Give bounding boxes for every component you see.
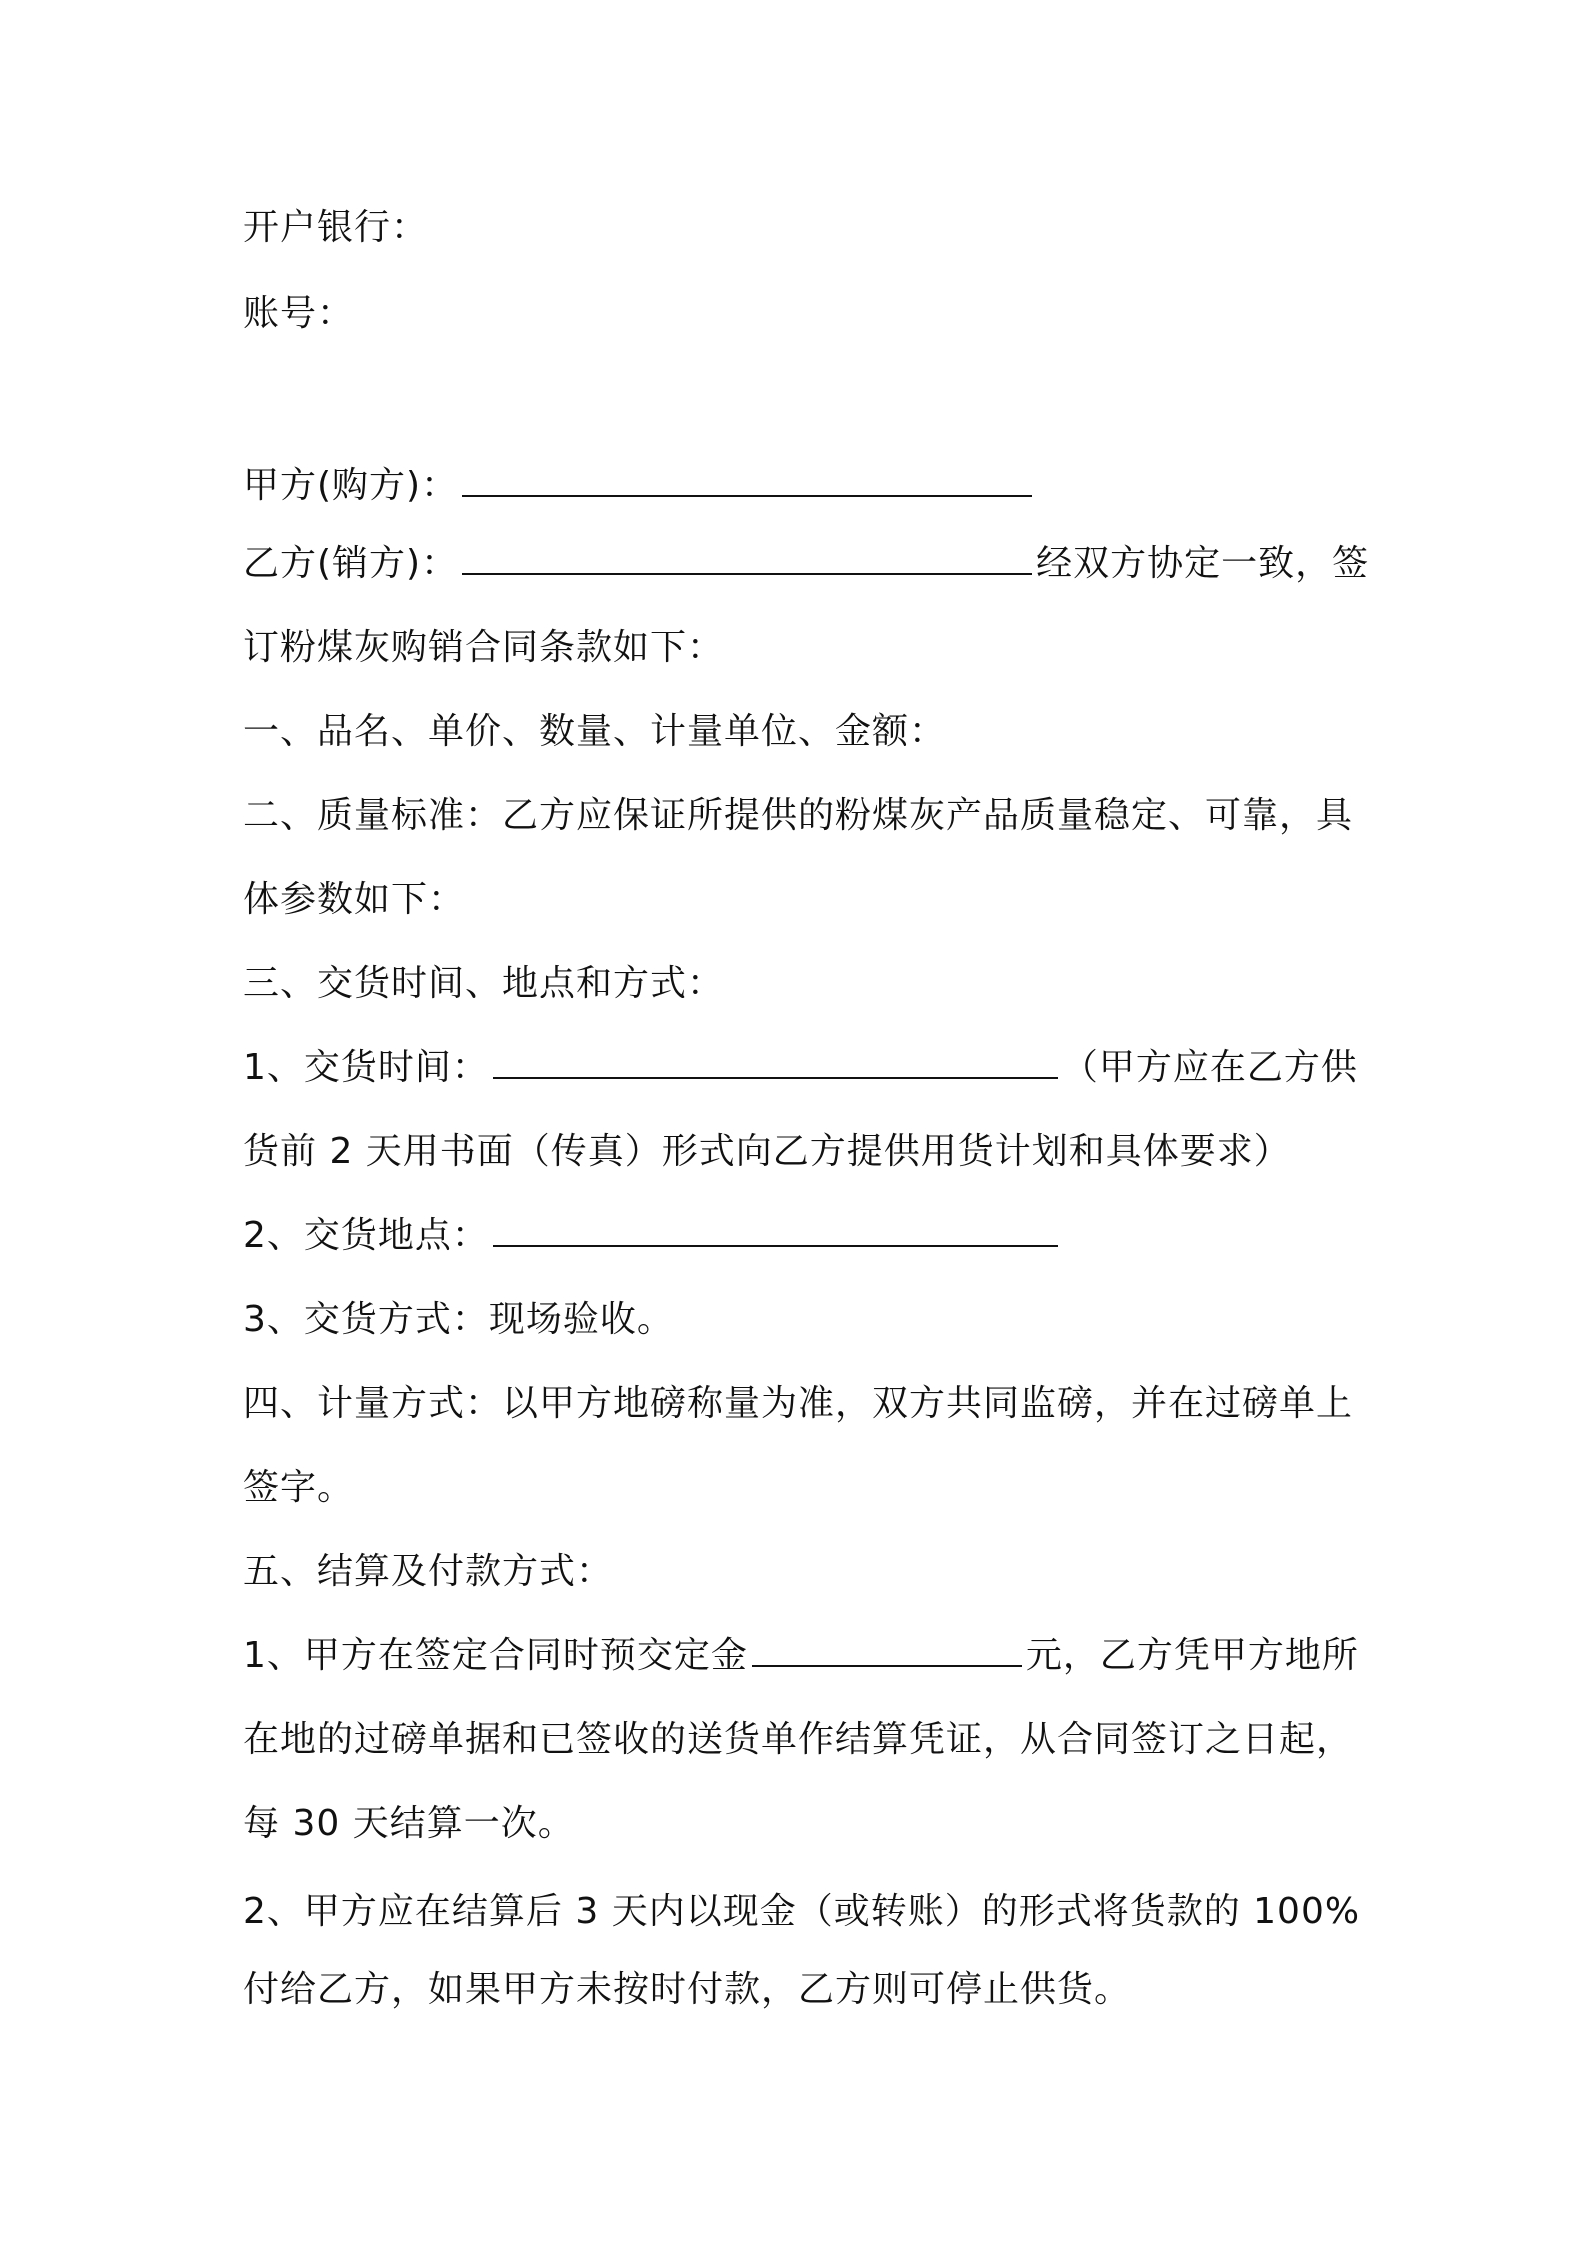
section-2-heading: [243, 792, 1363, 840]
section-2-cont-text: 体参数如下：: [243, 879, 466, 920]
deposit-suffix: 元，乙方凭甲方地所: [1025, 1635, 1359, 1676]
party-a-line: [243, 462, 1363, 510]
section-2-continuation: [243, 876, 1363, 924]
bank-line: [243, 204, 1363, 252]
party-b-label: 乙方(销方)：: [243, 543, 459, 584]
delivery-place-line: [243, 1212, 1363, 1260]
delivery-time-cont-text: 货前 2 天用书面（传真）形式向乙方提供用货计划和具体要求）: [243, 1131, 1291, 1172]
payment-continuation: [243, 1966, 1363, 2014]
deposit-line: [243, 1632, 1363, 1680]
delivery-place-blank: [493, 1215, 1058, 1247]
payment-line: [243, 1888, 1363, 1936]
delivery-time-line: [243, 1044, 1363, 1092]
delivery-time-continuation: [243, 1128, 1363, 1176]
section-4-text: 四、计量方式：以甲方地磅称量为准，双方共同监磅，并在过磅单上: [243, 1383, 1354, 1424]
section-1-heading: [243, 708, 1363, 756]
section-5-text: 五、结算及付款方式：: [243, 1551, 614, 1592]
section-4-continuation: [243, 1464, 1363, 1512]
deposit-continuation-2: [243, 1800, 1363, 1848]
section-1-text: 一、品名、单价、数量、计量单位、金额：: [243, 711, 947, 752]
intro-continuation: [243, 624, 1363, 672]
deposit-cont-text-2: 每 30 天结算一次。: [243, 1803, 575, 1844]
bank-label: 开户银行：: [243, 207, 429, 248]
account-label: 账号：: [243, 293, 355, 334]
delivery-time-blank: [493, 1047, 1058, 1079]
section-3-heading: [243, 960, 1363, 1008]
delivery-time-label: 1、交货时间：: [243, 1047, 489, 1088]
party-a-label: 甲方(购方)：: [243, 465, 459, 506]
deposit-continuation-1: [243, 1716, 1363, 1764]
section-2-text: 二、质量标准：乙方应保证所提供的粉煤灰产品质量稳定、可靠，具: [243, 795, 1354, 836]
delivery-method-line: [243, 1296, 1363, 1344]
party-a-blank: [462, 465, 1032, 497]
delivery-place-label: 2、交货地点：: [243, 1215, 489, 1256]
section-5-heading: [243, 1548, 1363, 1596]
deposit-cont-text-1: 在地的过磅单据和已签收的送货单作结算凭证，从合同签订之日起，: [243, 1719, 1354, 1760]
deposit-blank: [752, 1635, 1022, 1667]
delivery-time-suffix: （甲方应在乙方供: [1061, 1047, 1358, 1088]
account-line: [243, 290, 1363, 338]
payment-text: 2、甲方应在结算后 3 天内以现金（或转账）的形式将货款的 100%: [243, 1891, 1361, 1932]
delivery-method-text: 3、交货方式：现场验收。: [243, 1299, 674, 1340]
party-b-line: [243, 540, 1370, 588]
payment-cont-text: 付给乙方，如果甲方未按时付款，乙方则可停止供货。: [243, 1969, 1132, 2010]
party-b-suffix: 经双方协定一致，签: [1036, 543, 1370, 584]
section-4-cont-text: 签字。: [243, 1467, 355, 1508]
section-4-heading: [243, 1380, 1363, 1428]
party-b-blank: [462, 543, 1032, 575]
intro-text: 订粉煤灰购销合同条款如下：: [243, 627, 725, 668]
deposit-label: 1、甲方在签定合同时预交定金: [243, 1635, 748, 1676]
section-3-text: 三、交货时间、地点和方式：: [243, 963, 725, 1004]
